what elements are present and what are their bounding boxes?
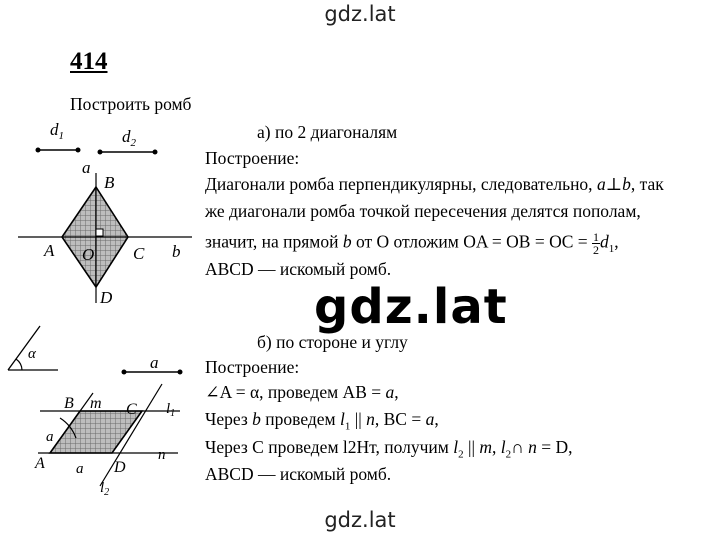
part-a-line-2: же диагонали ромба точкой пересечения делятся пополам, — [205, 201, 641, 221]
fraction-one-half: $\frac{1}{2}$ — [593, 230, 599, 257]
label-O: O — [82, 245, 95, 264]
label-A: A — [44, 241, 55, 260]
figure-rhombus-side-angle — [0, 318, 200, 498]
label-A-b: A — [35, 455, 45, 472]
part-b-line-1: ∠A = α, проведем AB = a, — [205, 382, 399, 402]
part-b-line-3: Через С проведем l2Нт, получим $l_2$ || m, $l_2\cap$ n = D, — [205, 437, 573, 461]
label-C: C — [133, 244, 145, 263]
segment-d2 — [98, 150, 158, 155]
part-b-line-4: ABCD — искомый ромб. — [205, 464, 392, 484]
part-a-line-3: значит, на прямой b от O отложим OA = OB = OC = $\frac{1}{2}$ $d_1$, — [205, 230, 619, 257]
label-D-b: D — [114, 459, 126, 476]
label-D: D — [100, 288, 113, 307]
part-a-line-4: ABCD — искомый ромб. — [205, 259, 392, 279]
label-line-a: a — [82, 158, 91, 177]
part-a-heading: а) по 2 диагоналям — [257, 122, 398, 142]
right-angle-mark — [96, 229, 103, 236]
label-d2: $d_2$ — [122, 127, 136, 149]
label-n: n — [158, 447, 166, 463]
watermark-bottom: gdz.lat — [324, 508, 396, 532]
watermark-center: gdz.lat — [314, 279, 508, 335]
label-B: B — [104, 173, 115, 192]
label-C-b: C — [126, 401, 137, 418]
label-alpha: α — [28, 346, 36, 362]
part-a-line-1: Диагонали ромба перпендикулярны, следовательно, a⊥b, так — [205, 174, 664, 194]
problem-number: 414 — [70, 48, 108, 75]
part-b-line-2: Через b проведем $l_1$ || n, BC = a, — [205, 409, 439, 433]
label-m: m — [90, 395, 102, 412]
problem-title: Построить ромб — [70, 94, 192, 114]
label-l1: $l_1$ — [166, 401, 176, 419]
label-l2: $l_2$ — [100, 480, 110, 498]
part-b-construction-label: Построение: — [205, 357, 300, 377]
part-a-construction-label: Построение: — [205, 148, 300, 168]
label-line-b: b — [172, 242, 181, 261]
figure-rhombus-diagonals — [0, 115, 200, 310]
segment-d1 — [36, 148, 81, 153]
watermark-top: gdz.lat — [324, 2, 396, 26]
label-side-ab: a — [46, 429, 54, 445]
label-B-b: B — [64, 395, 74, 412]
part-b-heading: б) по стороне и углу — [257, 332, 408, 352]
label-d1: $d_1$ — [50, 120, 64, 142]
label-side-ad: a — [76, 461, 84, 477]
label-segment-a: a — [150, 353, 159, 372]
